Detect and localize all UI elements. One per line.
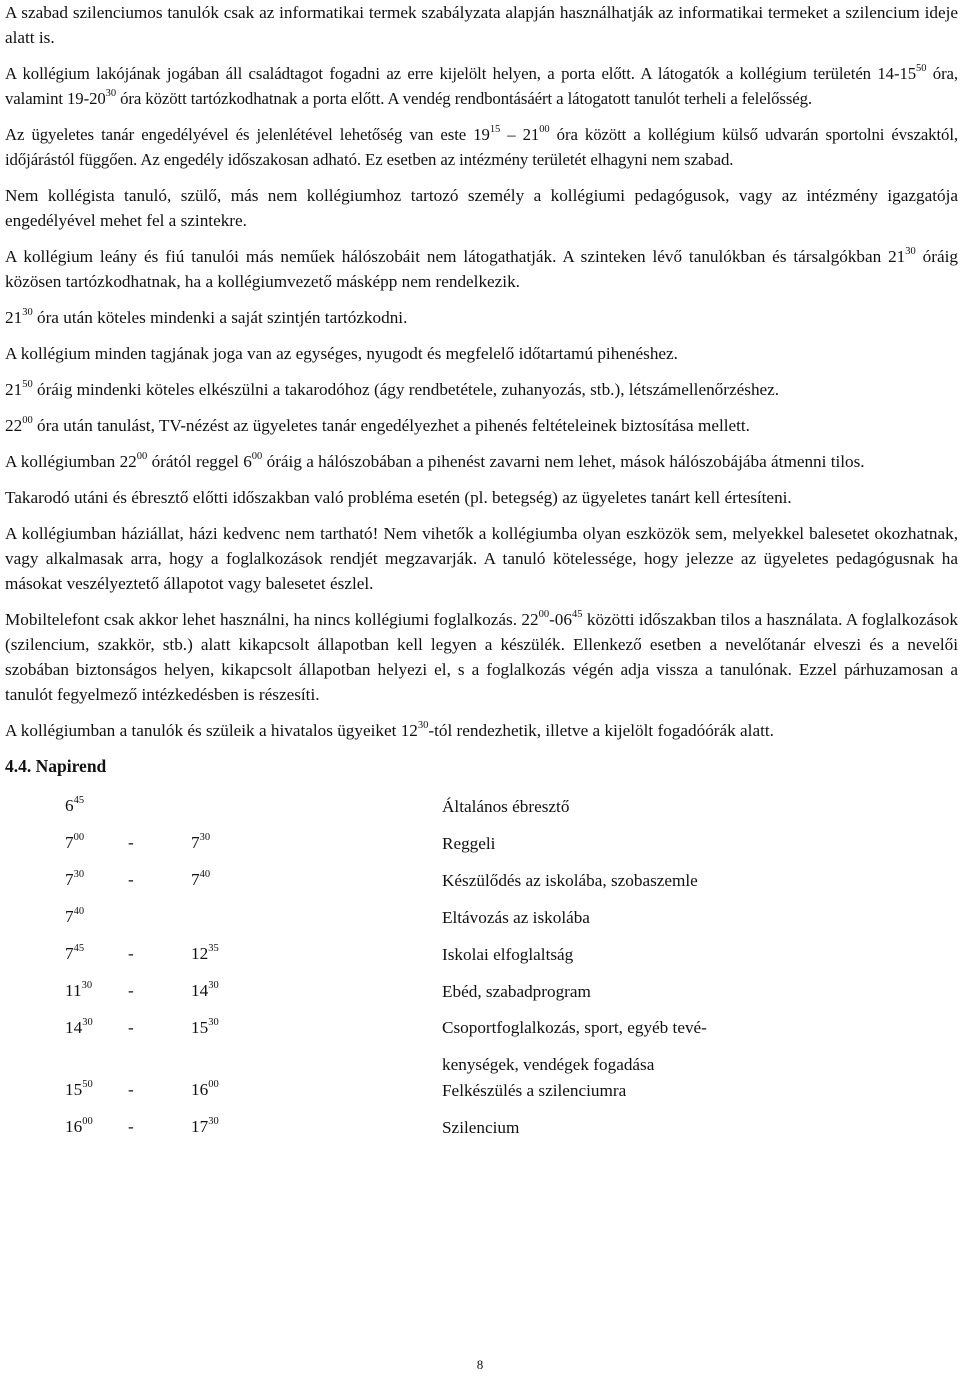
end-time: $15^{30}$ xyxy=(191,1017,219,1037)
time-separator: - xyxy=(128,1117,134,1136)
start-time: $7^{40}$ xyxy=(65,906,85,926)
schedule-row xyxy=(5,1114,958,1151)
end-time: $14^{30}$ xyxy=(191,980,219,1000)
start-time: $14^{30}$ xyxy=(65,1017,93,1037)
activity-label: Felkészülés a szilenciumra xyxy=(442,1081,627,1100)
start-time: $11^{30}$ xyxy=(65,980,93,1000)
start-time: $7^{45}$ xyxy=(65,943,85,963)
activity-label: Ebéd, szabadprogram xyxy=(442,982,591,1001)
paragraph: Takarodó utáni és ébresztő előtti időszakban való probléma esetén (pl. betegség) az ügyeletes tanárt kell értesíteni. xyxy=(5,488,792,507)
schedule-row xyxy=(5,904,958,941)
end-time: $17^{30}$ xyxy=(191,1116,219,1136)
start-time: $7^{30}$ xyxy=(65,869,85,889)
schedule-row xyxy=(5,867,958,904)
activity-label: Iskolai elfoglaltság xyxy=(442,945,574,964)
start-time: $15^{50}$ xyxy=(65,1079,93,1099)
time-separator: - xyxy=(128,944,134,963)
time-separator: - xyxy=(128,833,134,852)
paragraph: A kollégium minden tagjának joga van az egységes, nyugodt és megfelelő időtartamú pihenéshez. xyxy=(5,344,678,363)
time-separator: - xyxy=(128,981,134,1000)
activity-label: Készülődés az iskolába, szobaszemle xyxy=(442,871,698,890)
end-time: $7^{30}$ xyxy=(191,832,211,852)
document-page xyxy=(5,0,958,1151)
paragraph: A kollégiumban háziállat, házi kedvenc nem tartható! Nem vihetők a kollégiumba olyan eszközök sem, melyekkel balesetet okozhatnak, vagy alkalmasak arra, hogy a foglalkozások rendjét megzavarják. A tanuló kötelessége, hogy jelezze az ügyeletes pedagógusnak ha másokat veszélyeztető állapotot vagy balesetet észlel. xyxy=(5,524,958,593)
schedule-row xyxy=(5,941,958,978)
paragraph: $21^{30}$ óra után köteles mindenki a saját szintjén tartózkodni. xyxy=(5,307,408,327)
start-time: $7^{00}$ xyxy=(65,832,85,852)
paragraph: A kollégium lakójának jogában áll családtagot fogadni az erre kijelölt helyen, a porta előtt. A látogatók a kollégium területén $14-15^{50}$ óra, valamint $19-20^{30}$ óra között tartózkodhatnak a porta előtt. A vendég rendbontásáért a látogatott tanulót terheli a felelősség. xyxy=(5,63,958,108)
paragraph: $22^{00}$ óra után tanulást, TV-nézést az ügyeletes tanár engedélyezhet a pihenés feltételeinek biztosítása mellett. xyxy=(5,415,750,435)
schedule-row xyxy=(5,1015,958,1077)
paragraph: Nem kollégista tanuló, szülő, más nem kollégiumhoz tartozó személy a kollégiumi pedagógusok, vagy az intézmény igazgatója engedélyével mehet fel a szintekre. xyxy=(5,186,958,230)
activity-label: Csoportfoglalkozás, sport, egyéb tevé- kenységek, vendégek fogadása xyxy=(442,1018,707,1074)
activity-label: Általános ébresztő xyxy=(442,797,570,816)
end-time: $16^{00}$ xyxy=(191,1079,219,1099)
paragraph: $21^{50}$ óráig mindenki köteles elkészülni a takarodóhoz (ágy rendbetétele, zuhanyozás, stb.), létszámellenőrzéshez. xyxy=(5,379,780,399)
paragraph-list xyxy=(5,0,958,743)
schedule-table xyxy=(5,793,958,1151)
start-time: $16^{00}$ xyxy=(65,1116,93,1136)
activity-label: Szilencium xyxy=(442,1118,520,1137)
page-number: 8 xyxy=(476,1357,484,1372)
paragraph: A kollégium leány és fiú tanulói más neműek hálószobáit nem látogathatják. A szinteken lévő tanulókban és társalgókban $21^{30}$ óráig közösen tartózkodhatnak, ha a kollégiumvezető másképp nem rendelkezik. xyxy=(5,246,958,291)
paragraph: Mobiltelefont csak akkor lehet használni, ha nincs kollégiumi foglalkozás. $22^{00}-06^{45}$ közötti időszakban tilos a használata. A foglalkozások (szilencium, szakkör, stb.) alatt kikapcsolt állapotban kell legyen a készülék. Ellenkező esetben a nevelőtanár elveszi és a nevelői szobában biztonságos helyen, kikapcsolt állapotban helyezi el, s a foglalkozás végén adja vissza a tanulónak. Ezzel párhuzamosan a tanulót fegyelmező intézkedésben is részesíti. xyxy=(5,609,958,704)
activity-label: Eltávozás az iskolába xyxy=(442,908,590,927)
paragraph: A kollégiumban a tanulók és szüleik a hivatalos ügyeiket $12^{30}$-tól rendezhetik, illetve a kijelölt fogadóórák alatt. xyxy=(5,720,774,740)
start-time: $6^{45}$ xyxy=(65,795,85,815)
time-separator: - xyxy=(128,870,134,889)
time-separator: - xyxy=(128,1080,134,1099)
schedule-row xyxy=(5,1077,958,1114)
end-time: $7^{40}$ xyxy=(191,869,211,889)
paragraph: A szabad szilenciumos tanulók csak az informatikai termek szabályzata alapján használhatják az informatikai termeket a szilencium ideje alatt is. xyxy=(5,3,958,47)
time-separator: - xyxy=(128,1018,134,1037)
end-time: $12^{35}$ xyxy=(191,943,219,963)
section-heading: 4.4. Napirend xyxy=(5,756,107,776)
paragraph: A kollégiumban $22^{00}$ órától reggel $6^{00}$ óráig a hálószobában a pihenést zavarni nem lehet, mások hálószobájába átmenni tilos. xyxy=(5,451,865,471)
schedule-row xyxy=(5,830,958,867)
schedule-row xyxy=(5,793,958,830)
activity-label: Reggeli xyxy=(442,834,496,853)
paragraph: Az ügyeletes tanár engedélyével és jelenlétével lehetőség van este $19^{15} - 21^{00}$ óra között a kollégium külső udvarán sportolni évszaktól, időjárástól függően. Az engedély időszakosan adható. Ez esetben az intézmény területét elhagyni nem szabad. xyxy=(5,124,958,169)
